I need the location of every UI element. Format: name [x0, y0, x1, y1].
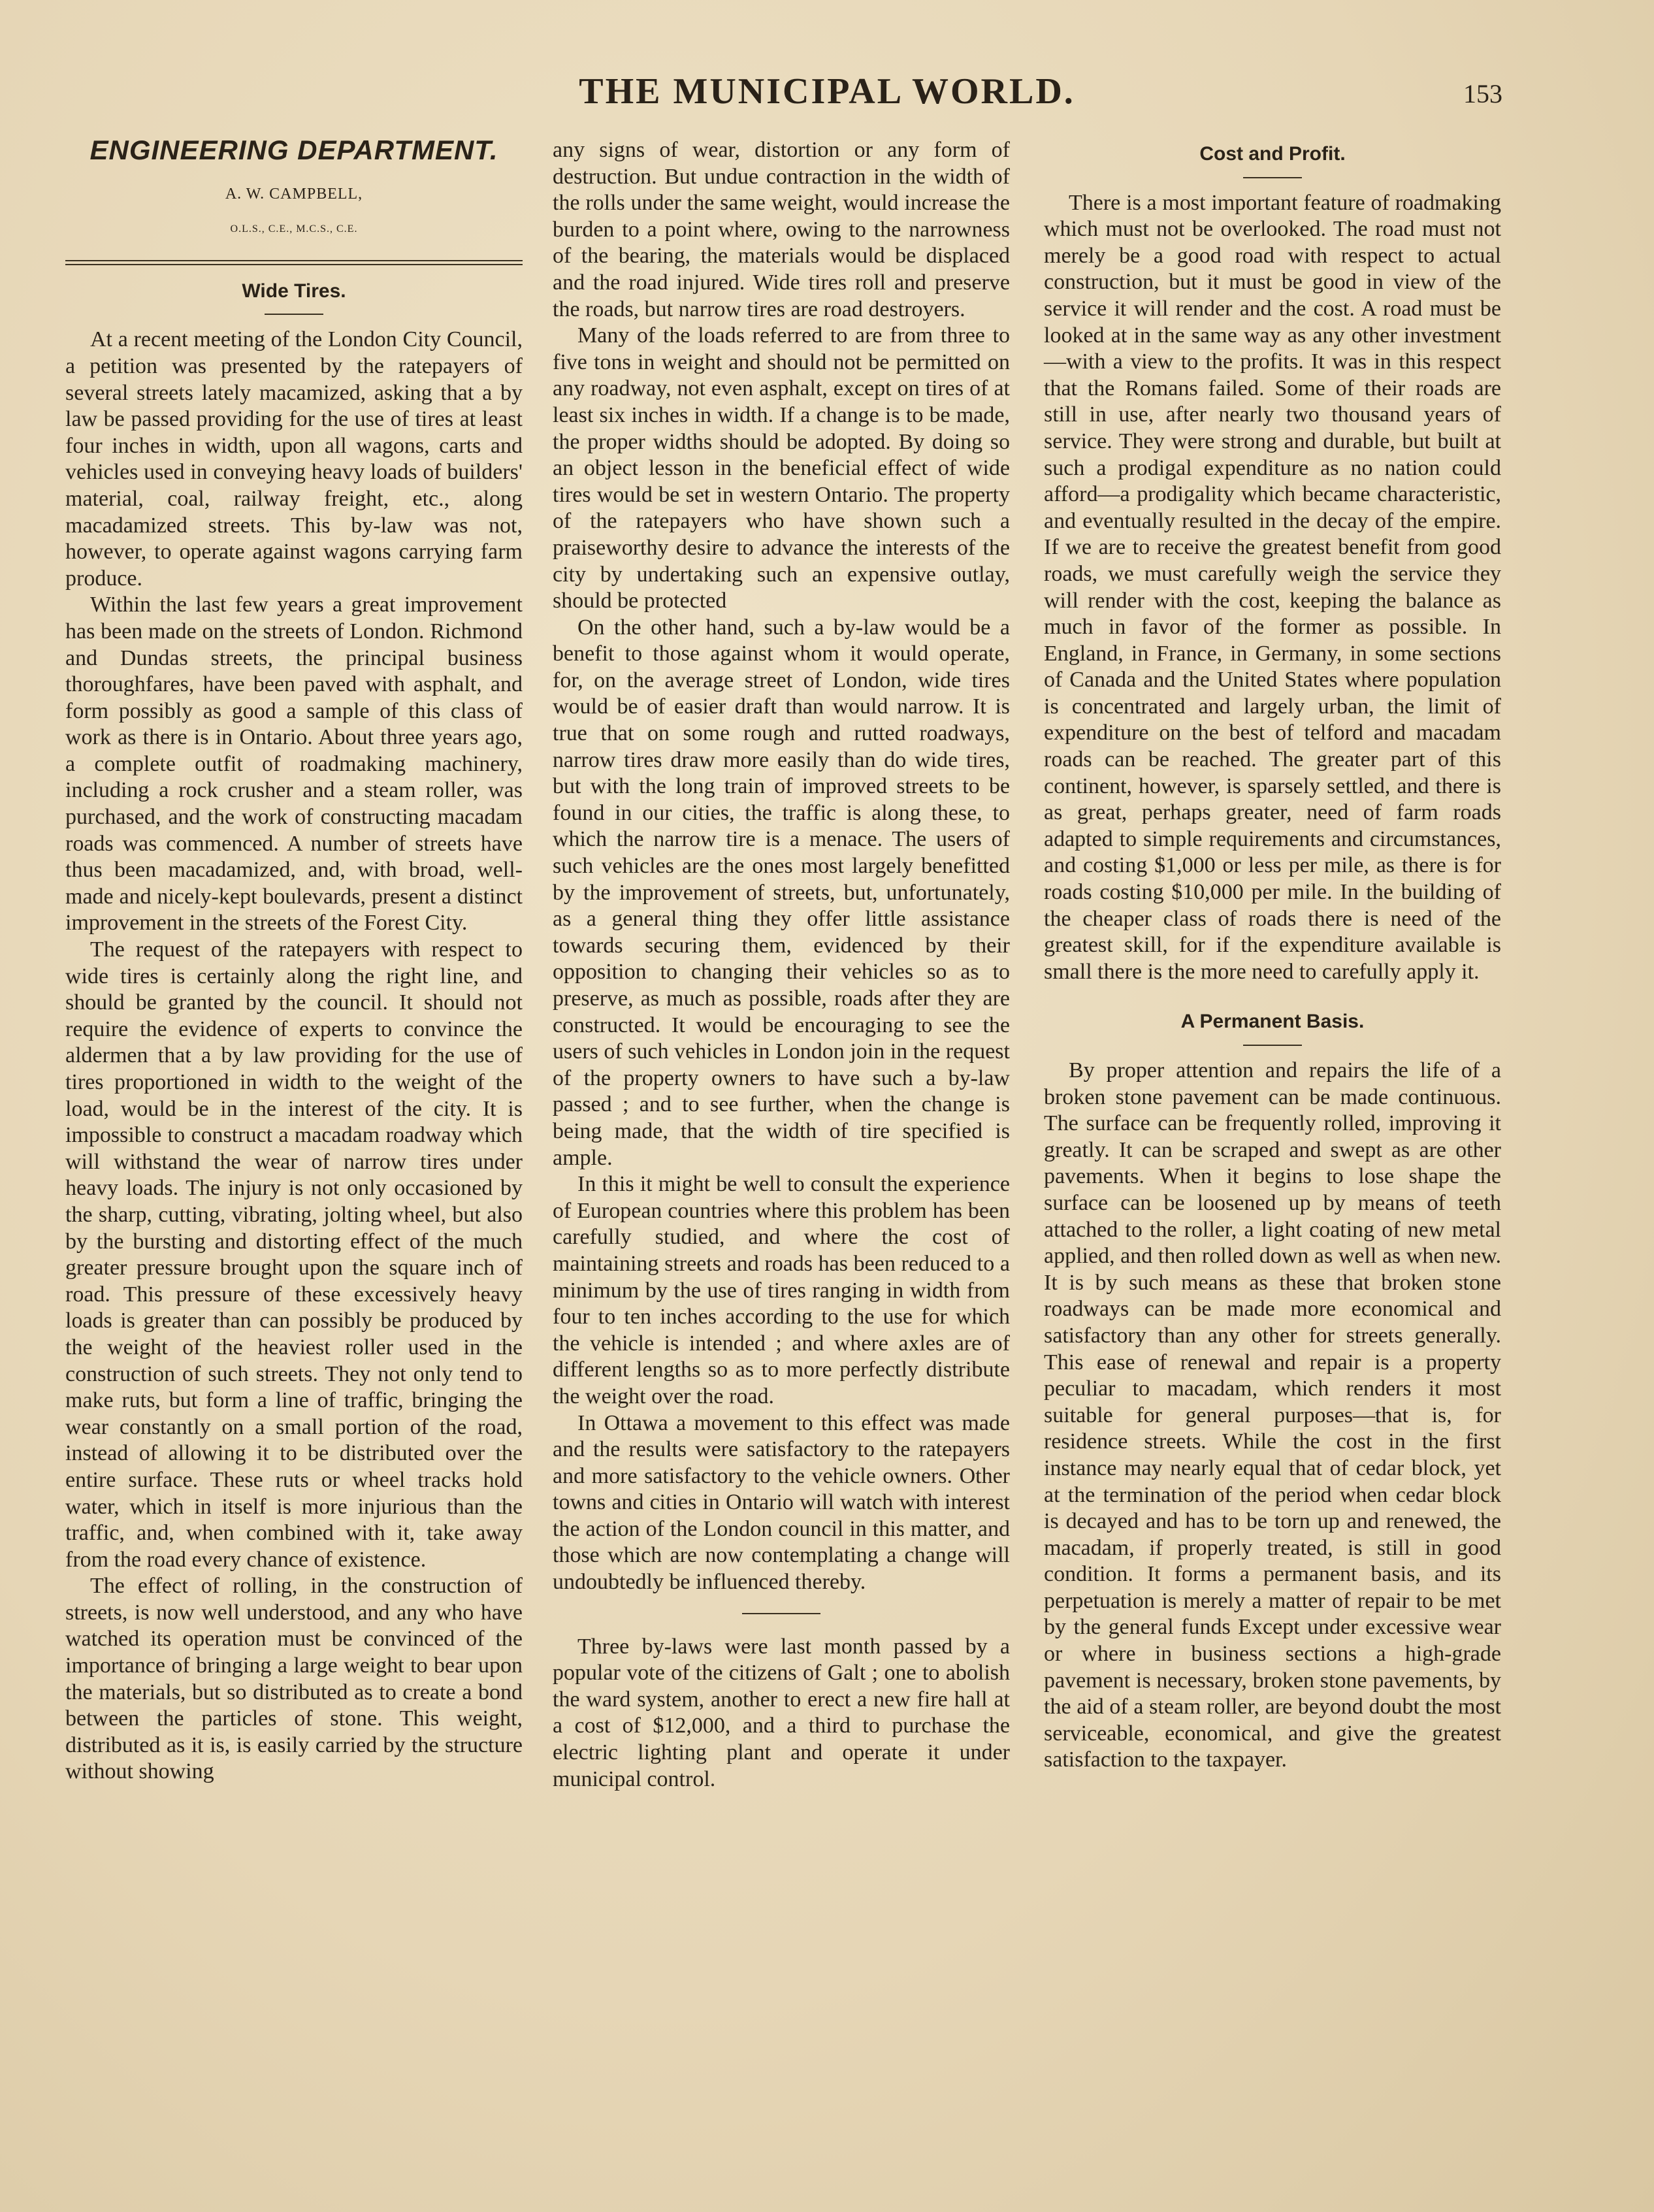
heading-rule: [1243, 177, 1302, 178]
page-number: 153: [1463, 79, 1502, 108]
paragraph: Within the last few years a great improvement has been made on the streets of London. Richmond and Dundas streets, the principal business thoroughfares, have been paved with asphalt, and form possibly as good a sample of this class of work as there is in Ontario. About three years ago, a complete outfit of roadmaking machinery, including a rock crusher and a steam roller, was purchased, and the work of constructing macadam roads was commenced. A number of streets have thus been macadamized, and, with broad, well-made and nicely-kept boulevards, present a distinct improvement in the streets of the Forest City.: [65, 593, 523, 935]
section-heading-cost-profit: Cost and Profit.: [1199, 143, 1346, 165]
paragraph: On the other hand, such a by-law would be a benefit to those against whom it would operate, for, on the average street of London, wide tires would be of easier draft than would narrow. It is true that on some rough and rutted roadways, narrow tires draw more easily than do wide tires, but with the long train of improved streets to be found in our cities, the traffic is along these, to which the narrow tire is a menace. The users of such vehicles are the ones most largely benefitted by the improvement of streets, but, unfortunately, as a general thing they offer little assistance towards securing them, evidenced by their opposition to changing their vehicles so as to preserve, as much as possible, roads after they are constructed. It would be encouraging to see the users of such vehicles in London join in the request of the property owners to have such a by-law passed ; and to see further, when the change is being made, that the width of tire specified is ample.: [553, 615, 1010, 1170]
paragraph: The effect of rolling, in the construction of streets, is now well understood, and any who have watched its operation must be convinced of the importance of bringing a large weight to bear upon the materials, but so distributed as to create a bond between the particles of stone. This weight, distributed as it is, is easily carried by the structure without showing: [65, 1574, 523, 1784]
author-name: A. W. CAMPBELL,: [225, 185, 363, 203]
double-rule-divider: [65, 260, 523, 265]
section-rule: [742, 1613, 820, 1614]
column-3: [1044, 137, 1501, 1774]
heading-rule: [265, 314, 323, 315]
section-heading-permanent-basis: A Permanent Basis.: [1180, 1011, 1365, 1033]
galt-note: Three by-laws were last month passed by a popular vote of the citizens of Galt ; one to abolish the ward system, another to erect a new fire hall at a cost of $12,000, and a third to purchase the electric lighting plant and operate it under municipal control.: [553, 1634, 1010, 1791]
article-heading: Wide Tires.: [242, 280, 346, 302]
column-2: [553, 137, 1010, 1793]
department-heading: ENGINEERING DEPARTMENT.: [89, 135, 498, 165]
spacer: [1044, 985, 1501, 1005]
column-1: [65, 137, 523, 1785]
paragraph: At a recent meeting of the London City Council, a petition was presented by the ratepayers of several streets lately macamized, asking that a by law be passed providing for the use of tires at least four inches in width, upon all wagons, carts and vehicles used in conveying heavy loads of builders' material, coal, railway freight, etc., along macadamized streets. This by-law was not, however, to operate against wagons carrying farm produce.: [65, 327, 523, 591]
paragraph: There is a most important feature of roadmaking which must not be overlooked. The road must not merely be a good road with respect to actual construction, but it must be good in view of the service it will render and the cost. A road must be looked at in the same way as any other investment—with a view to the profits. It was in this respect that the Romans failed. Some of their roads are still in use, after nearly two thousand years of service. They were strong and durable, but built at such a prodigal expenditure as no nation could afford—a prodigality which became characteristic, and eventually resulted in the decay of the empire. If we are to receive the greatest benefit from good roads, we must carefully weigh the service they will render with the cost, keeping the balance as much in favor of the former as possible. In England, in France, in Germany, in some sections of Canada and the United States where population is concentrated and largely urban, the limit of expenditure on the best of telford and macadam roads can be reached. The greater part of this continent, however, is sparsely settled, and there is as great, perhaps greater, need of farm roads adapted to simple requirements and circumstances, and costing $1,000 or less per mile, as there is for roads costing $10,000 per mile. In the building of the cheaper class of roads there is need of the greatest skill, for if the expenditure available is small there is the more need to carefully apply it.: [1044, 190, 1501, 984]
running-title: THE MUNICIPAL WORLD.: [579, 71, 1075, 112]
paragraph: In this it might be well to consult the experience of European countries where this problem has been carefully studied, and where the cost of maintaining streets and roads has been reduced to a minimum by the use of tires ranging in width from four to ten inches according to the use for which the vehicle is intended ; and where axles are of different lengths so as to more perfectly distribute the weight over the road.: [553, 1172, 1010, 1408]
paragraph: any signs of wear, distortion or any form of destruction. But undue contraction in the width of the rolls under the same weight, would increase the burden to a point where, owing to the narrowness of the bearing, the materials would be displaced and the road injured. Wide tires roll and preserve the roads, but narrow tires are road destroyers.: [553, 138, 1010, 321]
author-credentials: O.L.S., C.E., M.C.S., C.E.: [230, 223, 358, 235]
paragraph: Many of the loads referred to are from three to five tons in weight and should not be permitted on any roadway, not even asphalt, except on tires of at least six inches in width. If a change is to be made, the proper widths should be adopted. By doing so an object lesson in the beneficial effect of wide tires would be set in western Ontario. The property of the ratepayers who have shown such a praiseworthy desire to advance the interests of the city by undertaking such an expensive outlay, should be protected: [553, 323, 1010, 613]
heading-rule: [1243, 1045, 1302, 1046]
paragraph: By proper attention and repairs the life of a broken stone pavement can be made continuous. The surface can be frequently rolled, improving it greatly. It can be scraped and swept as are other pavements. When it begins to lose shape the surface can be loosened up by means of teeth attached to the roller, a light coating of new metal applied, and then rolled down as well as when new. It is by such means as these that broken stone roadways can be made more economical and satisfactory than any other for streets generally. This ease of renewal and repair is a property peculiar to macadam, which renders it most suitable for general purposes—that is, for residence streets. While the cost in the first instance may nearly equal that of cedar block, yet at the termination of the period when cedar block is decayed and has to be torn up and renewed, the macadam, if properly treated, is still in good condition. It forms a permanent basis, and its perpetuation is merely a matter of repair to be met by the general funds Except under excessive wear or where in business sections a high-grade pavement is necessary, broken stone pavements, by the aid of a steam roller, are beyond doubt the most serviceable, economical, and give the greatest satisfaction to the taxpayer.: [1044, 1058, 1501, 1772]
paragraph: In Ottawa a movement to this effect was made and the results were satisfactory to the ratepayers and more satisfactory to the vehicle owners. Other towns and cities in Ontario will watch with interest the action of the London council in this matter, and those which are now contemplating a change will undoubtedly be influenced thereby.: [553, 1410, 1010, 1595]
paragraph: The request of the ratepayers with respect to wide tires is certainly along the right line, and should be granted by the council. It should not require the evidence of experts to convince the aldermen that a by law providing for the use of tires proportioned in width to the weight of the load, would be in the interest of the city. It is impossible to construct a macadam roadway which will withstand the wear of narrow tires under heavy loads. The injury is not only occasioned by the sharp, cutting, vibrating, jolting wheel, but also by the bursting and distorting effect of the much greater pressure brought upon the square inch of road. This pressure of these excessively heavy loads is greater than can possibly be produced by the weight of the heaviest roller used in the construction of such streets. They not only tend to make ruts, but form a line of traffic, bringing the wear constantly on a small portion of the road, instead of allowing it to be distributed over the entire surface. These ruts or wheel tracks hold water, which in itself is more injurious than the traffic, and, when combined with it, take away from the road every chance of existence.: [65, 937, 523, 1572]
